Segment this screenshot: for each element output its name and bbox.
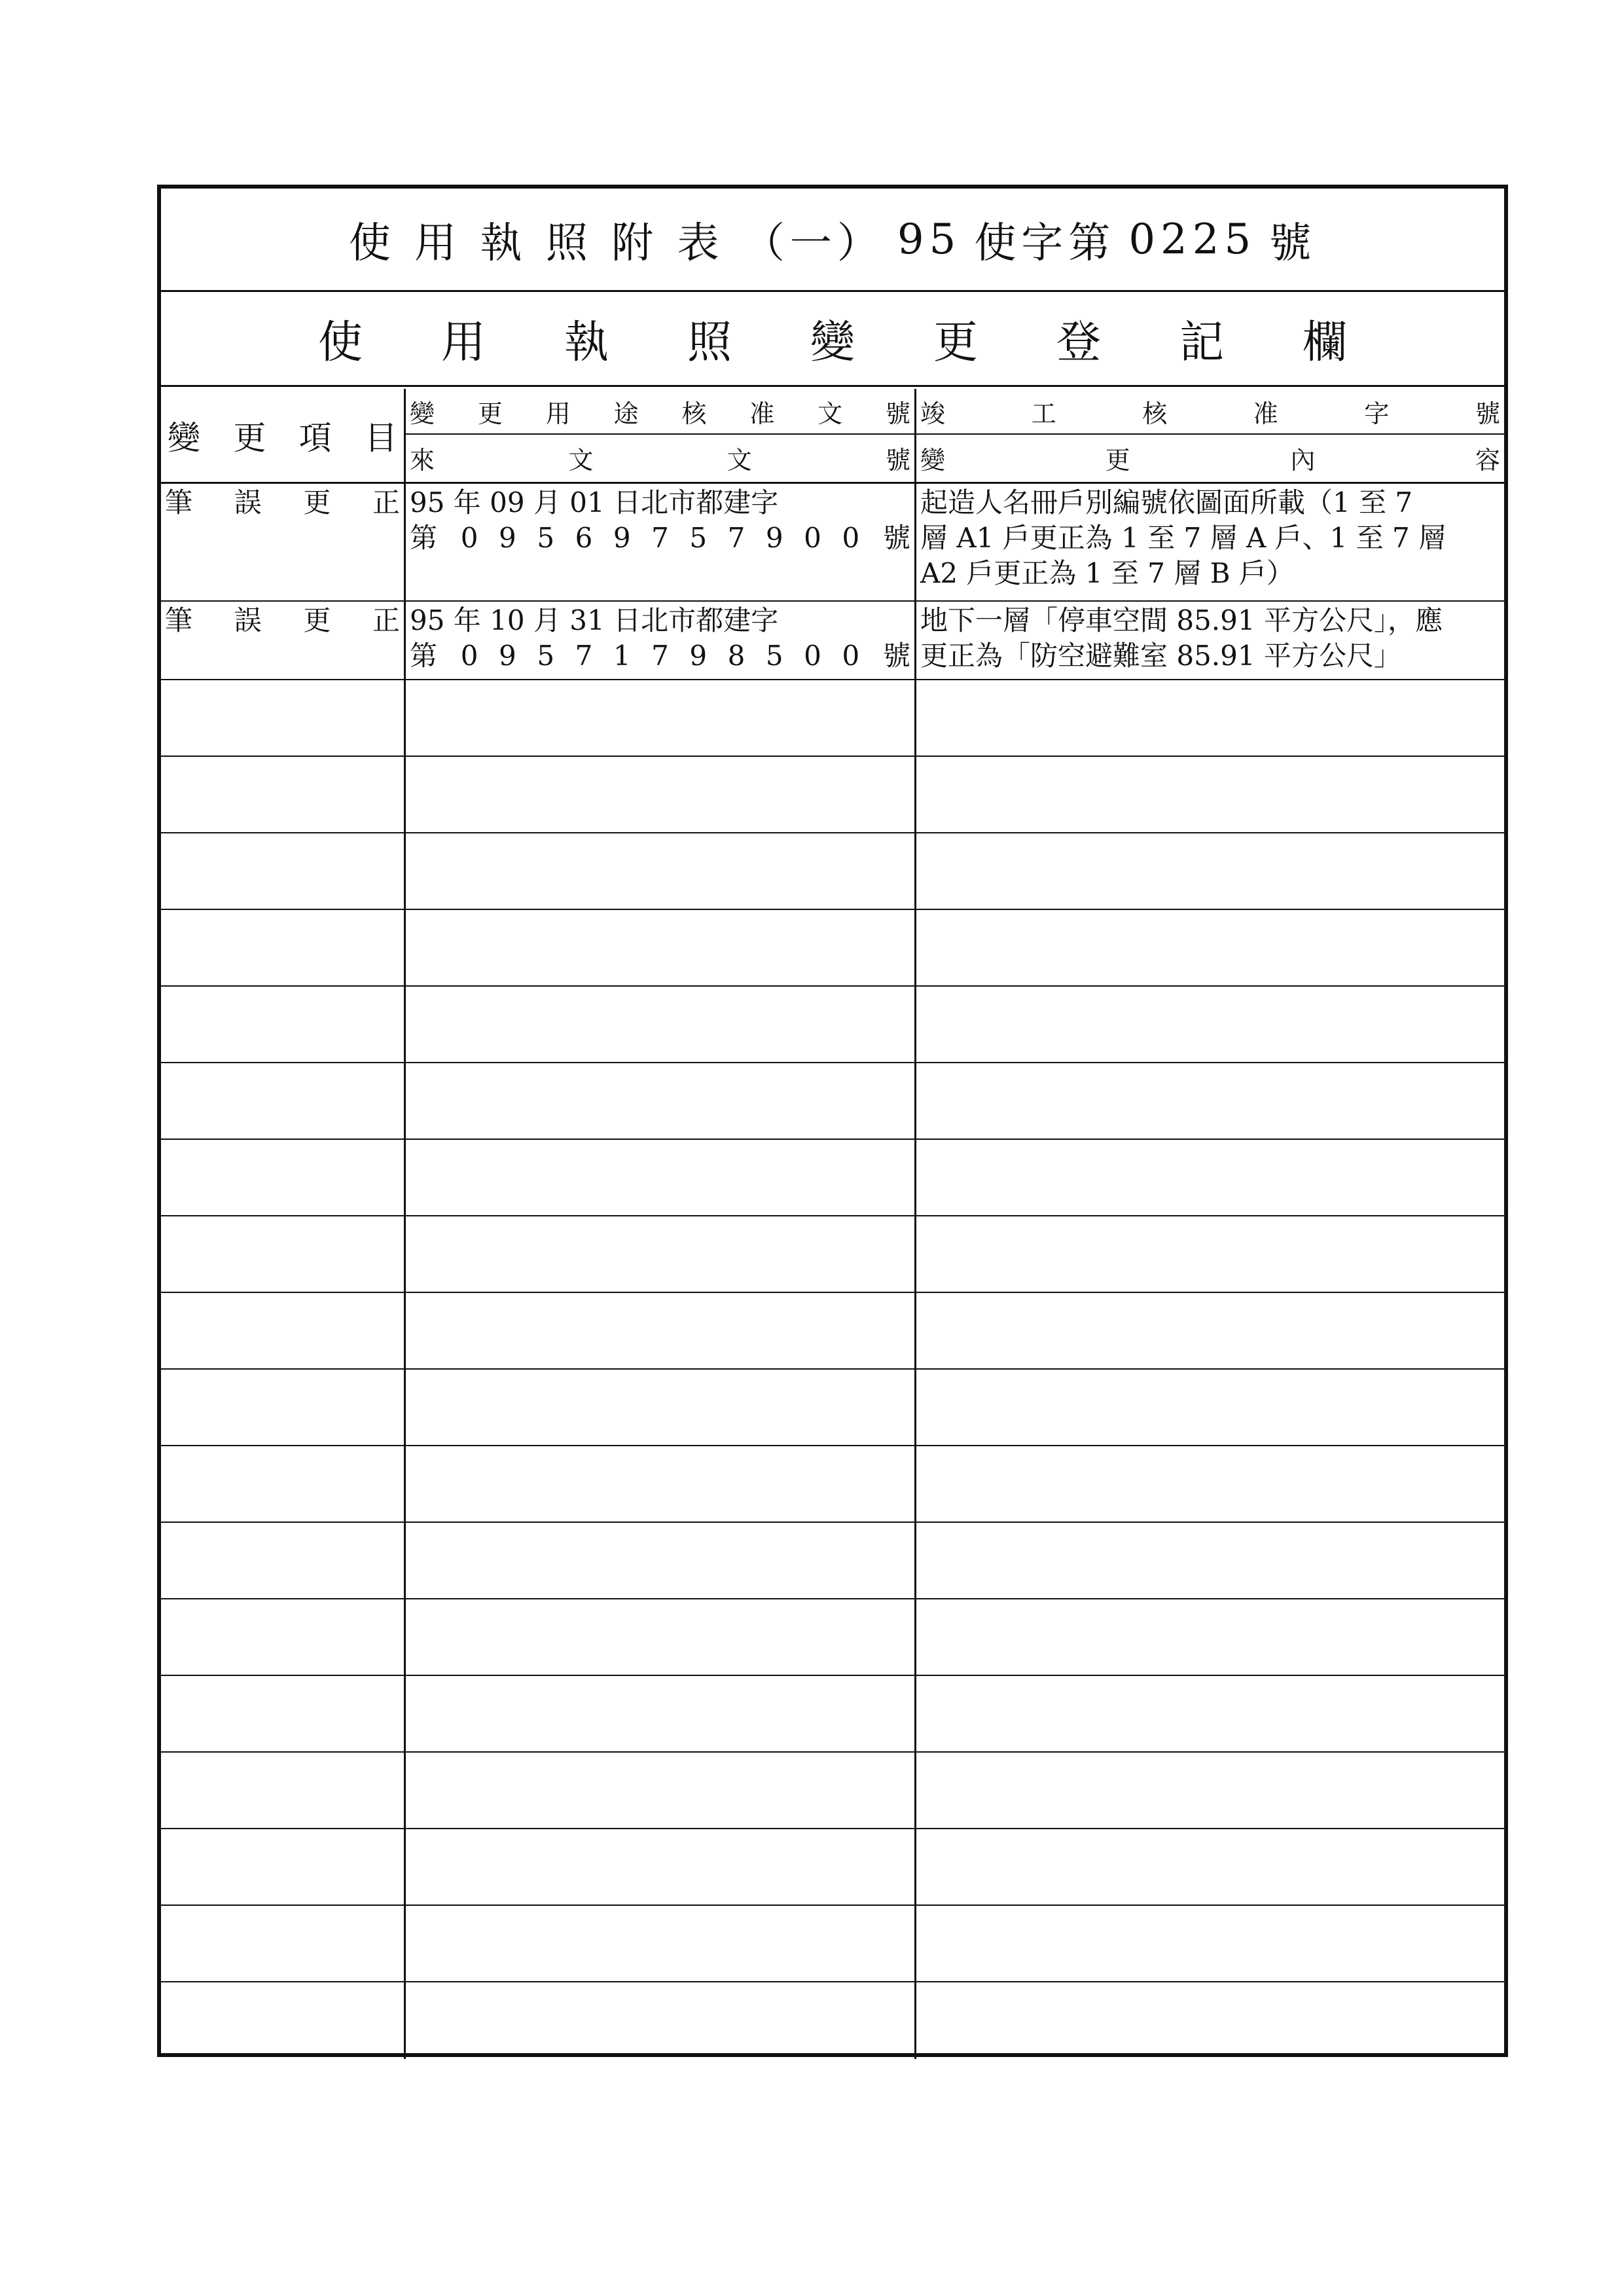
header-char: 號: [885, 445, 910, 475]
section-title-char: 記: [1179, 316, 1224, 369]
header-char: 准: [749, 399, 775, 428]
header-char: 變: [168, 419, 200, 457]
doc-digit: 5: [689, 522, 708, 554]
header-char: 變: [920, 445, 946, 475]
header-char: 更: [233, 419, 266, 457]
change-content-cell: [916, 1446, 1504, 1522]
change-content-cell: [916, 1753, 1504, 1828]
header-char: 變: [410, 399, 435, 428]
document-number-cell: [406, 1063, 916, 1139]
doc-digit: 9: [499, 640, 516, 672]
table-body: [161, 482, 1504, 2059]
change-content-cell: [916, 910, 1504, 985]
header-change-item: [161, 389, 406, 482]
doc-digit: 1: [613, 640, 631, 672]
content-line: A2 戶更正為 1 至 7 層 B 戶）: [920, 557, 1294, 589]
table-row: [161, 833, 1504, 910]
change-content-cell: [916, 987, 1504, 1062]
doc-digit: 5: [537, 522, 555, 554]
change-content-cell: [916, 1063, 1504, 1139]
header-char: 用: [545, 399, 571, 428]
doc-suffix: 號: [882, 522, 910, 554]
document-number-cell: [406, 1599, 916, 1675]
section-title-char: 欄: [1302, 316, 1347, 369]
document-number-cell: [406, 833, 916, 909]
doc-digit: 5: [765, 640, 783, 672]
header-char: 文: [727, 445, 752, 475]
section-title-char: 用: [440, 316, 486, 369]
change-content-cell: [916, 1216, 1504, 1292]
doc-digit: 0: [460, 522, 478, 554]
document-date-line: 95 年 10 月 31 日北市都建字: [410, 604, 779, 636]
doc-prefix: 第: [410, 640, 438, 672]
header-char: 更: [1105, 445, 1130, 475]
change-item-cell: [161, 680, 406, 756]
table-row: [161, 1599, 1504, 1676]
header-change-content: [916, 389, 1504, 482]
table-row: [161, 1140, 1504, 1216]
change-item-cell: [161, 1906, 406, 1981]
table-row: [161, 1829, 1504, 1906]
section-title: [161, 292, 1504, 387]
header-char: 項: [298, 419, 332, 457]
header-char: 核: [681, 399, 707, 428]
document-number-line: [410, 638, 910, 674]
document-number-cell: [406, 1140, 916, 1215]
doc-prefix: 第: [410, 522, 438, 554]
document-number-cell: [406, 1523, 916, 1598]
document-number-cell: [406, 484, 916, 600]
section-title-char: 執: [564, 316, 609, 369]
item-char: 正: [372, 486, 400, 519]
header-char: 工: [1031, 399, 1056, 428]
usage-permit-form: [157, 185, 1508, 2057]
header-char: 竣: [920, 399, 946, 428]
table-row: [161, 1063, 1504, 1140]
change-content-cell: [916, 1370, 1504, 1445]
content-line: 更正為「防空避難室 85.91 平方公尺」: [920, 640, 1401, 672]
change-content-cell: [916, 1140, 1504, 1215]
doc-number: [437, 520, 883, 556]
change-content-cell: [916, 757, 1504, 832]
change-item-cell: [161, 1216, 406, 1292]
doc-digit: 6: [575, 522, 593, 554]
title-number: 0225: [1128, 215, 1257, 264]
doc-digit: 9: [613, 522, 631, 554]
header-char: 字: [1364, 399, 1390, 428]
document-number-cell: [406, 1446, 916, 1522]
table-row: [161, 757, 1504, 833]
header-char: 號: [885, 399, 910, 428]
item-char: 筆: [165, 604, 193, 636]
table-row: [161, 1370, 1504, 1446]
document-number-cell: [406, 910, 916, 985]
table-row: [161, 987, 1504, 1063]
table-row: [161, 1906, 1504, 1982]
document-number-cell: [406, 1829, 916, 1904]
change-item-cell: [161, 1446, 406, 1522]
table-row: [161, 484, 1504, 602]
change-content-cell: [916, 602, 1504, 679]
header-change-details: [916, 435, 1504, 481]
document-number-cell: [406, 1982, 916, 2059]
header-approval-doc-number: [406, 389, 914, 435]
item-char: 筆: [165, 486, 193, 519]
header-char: 文: [818, 399, 843, 428]
doc-suffix: 號: [882, 640, 910, 672]
change-item-cell: [161, 1293, 406, 1368]
table-row: [161, 1753, 1504, 1829]
change-content-cell: [916, 1982, 1504, 2059]
change-item-cell: [161, 1523, 406, 1598]
item-char: 誤: [234, 486, 262, 519]
header-char: 來: [410, 445, 435, 475]
header-completion-approval-number: [916, 389, 1504, 435]
doc-digit: 0: [460, 640, 478, 672]
doc-digit: 0: [842, 522, 860, 554]
doc-digit: 7: [727, 522, 746, 554]
section-title-char: 照: [687, 316, 732, 369]
section-title-char: 變: [810, 316, 855, 369]
empty-rows: [161, 680, 1504, 2059]
table-row: [161, 1676, 1504, 1753]
change-item-cell: [161, 757, 406, 832]
change-content-cell: [916, 833, 1504, 909]
header-incoming-doc-number: [406, 435, 914, 481]
header-char: 內: [1290, 445, 1316, 475]
header-char: 途: [613, 399, 639, 428]
doc-digit: 7: [575, 640, 593, 672]
item-char: 正: [372, 604, 400, 636]
content-line: 起造人名冊戶別編號依圖面所載（1 至 7: [920, 486, 1413, 519]
change-item-cell: [161, 1829, 406, 1904]
doc-number: [437, 638, 883, 674]
document-date-line: 95 年 09 月 01 日北市都建字: [410, 486, 779, 519]
change-content-cell: [916, 1829, 1504, 1904]
change-item-cell: [161, 1676, 406, 1751]
change-item-cell: [161, 602, 406, 679]
title-suffix: 號: [1269, 219, 1317, 268]
change-content-cell: [916, 1676, 1504, 1751]
content-line: 地下一層「停車空間 85.91 平方公尺」，應: [920, 604, 1443, 636]
change-item-cell: [161, 1063, 406, 1139]
table-row: [161, 1982, 1504, 2059]
document-number-cell: [406, 1293, 916, 1368]
change-item-cell: [161, 1599, 406, 1675]
doc-digit: 9: [689, 640, 708, 672]
change-item-cell: [161, 910, 406, 985]
change-item-cell: [161, 987, 406, 1062]
doc-digit: 5: [537, 640, 555, 672]
doc-digit: 7: [651, 522, 669, 554]
document-number-cell: [406, 1906, 916, 1981]
header-char: 目: [364, 419, 397, 457]
item-char: 更: [303, 604, 331, 636]
change-item-cell: [161, 833, 406, 909]
item-char: 更: [303, 486, 331, 519]
doc-digit: 0: [842, 640, 860, 672]
document-number-cell: [406, 757, 916, 832]
title-prefix: 使 用 執 照 附 表 （一）: [348, 219, 884, 268]
section-title-char: 登: [1056, 316, 1101, 369]
doc-digit: 0: [804, 522, 821, 554]
content-line: 層 A1 戶更正為 1 至 7 層 A 戶、1 至 7 層: [920, 522, 1447, 554]
change-content-cell: [916, 1293, 1504, 1368]
header-char: 文: [568, 445, 594, 475]
doc-digit: 9: [765, 522, 783, 554]
table-row: [161, 1446, 1504, 1523]
table-row: [161, 680, 1504, 757]
change-content-cell: [916, 1599, 1504, 1675]
change-item-cell: [161, 1370, 406, 1445]
document-number-cell: [406, 1676, 916, 1751]
document-number-cell: [406, 1216, 916, 1292]
document-number-cell: [406, 602, 916, 679]
doc-digit: 0: [804, 640, 821, 672]
change-content-cell: [916, 1523, 1504, 1598]
document-number-cell: [406, 1753, 916, 1828]
section-title-char: 使: [317, 316, 363, 369]
change-item-cell: [161, 1753, 406, 1828]
document-number-cell: [406, 680, 916, 756]
table-row: [161, 1293, 1504, 1370]
change-content-cell: [916, 484, 1504, 600]
doc-digit: 8: [727, 640, 746, 672]
header-char: 准: [1253, 399, 1278, 428]
form-title: [161, 189, 1504, 292]
table-row: [161, 602, 1504, 680]
change-content-cell: [916, 680, 1504, 756]
doc-digit: 7: [651, 640, 669, 672]
title-year: 95: [897, 215, 962, 264]
header-char: 核: [1142, 399, 1168, 428]
title-word: 使字第: [974, 219, 1116, 268]
change-item-cell: [161, 1140, 406, 1215]
header-char: 更: [477, 399, 503, 428]
header-document-number: [406, 389, 916, 482]
section-title-char: 更: [933, 316, 978, 369]
table-row: [161, 910, 1504, 987]
header-char: 號: [1475, 399, 1500, 428]
document-number-cell: [406, 987, 916, 1062]
item-char: 誤: [234, 604, 262, 636]
change-item-cell: [161, 484, 406, 600]
change-content-cell: [916, 1906, 1504, 1981]
document-number-cell: [406, 1370, 916, 1445]
change-item-cell: [161, 1982, 406, 2059]
table-row: [161, 1523, 1504, 1599]
doc-digit: 9: [499, 522, 516, 554]
header-char: 容: [1475, 445, 1500, 475]
document-number-line: [410, 520, 910, 556]
table-row: [161, 1216, 1504, 1293]
